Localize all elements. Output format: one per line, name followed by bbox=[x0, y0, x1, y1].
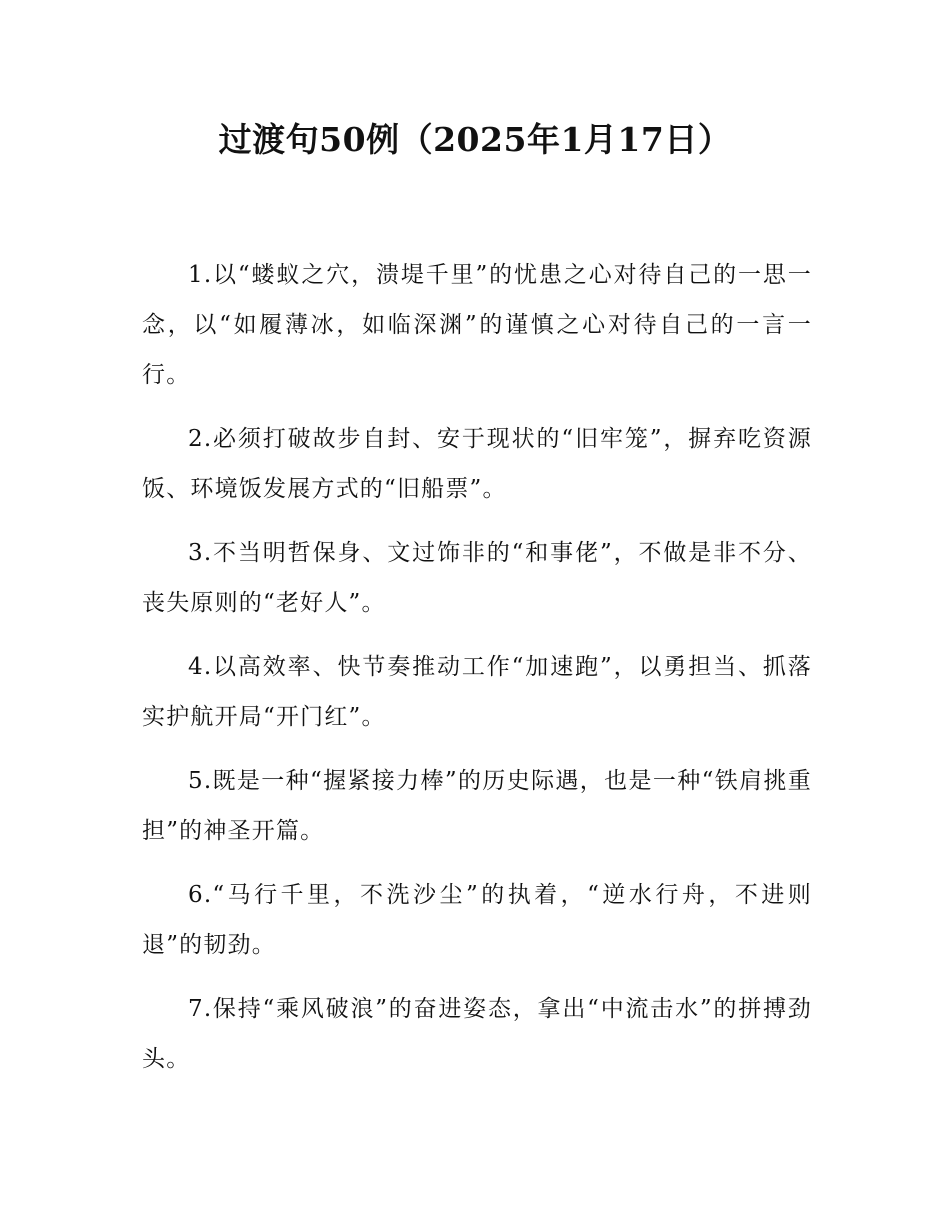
paragraph-7: 7.保持“乘风破浪”的奋进姿态，拿出“中流击水”的拼搏劲头。 bbox=[142, 996, 812, 1072]
document-body bbox=[142, 250, 812, 1098]
paragraph-5: 5.既是一种“握紧接力棒”的历史际遇，也是一种“铁肩挑重担”的神圣开篇。 bbox=[142, 768, 812, 844]
paragraph-2: 2.必须打破故步自封、安于现状的“旧牢笼”，摒弃吃资源饭、环境饭发展方式的“旧船票”。 bbox=[142, 426, 812, 502]
page-title: 过渡句50例（2025年1月17日） bbox=[218, 120, 732, 159]
paragraph-1: 1.以“蝼蚁之穴，溃堤千里”的忧患之心对待自己的一思一念，以“如履薄冰，如临深渊”的谨慎之心对待自己的一言一行。 bbox=[142, 262, 812, 388]
paragraph-3: 3.不当明哲保身、文过饰非的“和事佬”，不做是非不分、丧失原则的“老好人”。 bbox=[142, 540, 812, 616]
paragraph-6: 6.“马行千里，不洗沙尘”的执着，“逆水行舟，不进则退”的韧劲。 bbox=[142, 882, 812, 958]
paragraph-4: 4.以高效率、快节奏推动工作“加速跑”，以勇担当、抓落实护航开局“开门红”。 bbox=[142, 654, 812, 730]
